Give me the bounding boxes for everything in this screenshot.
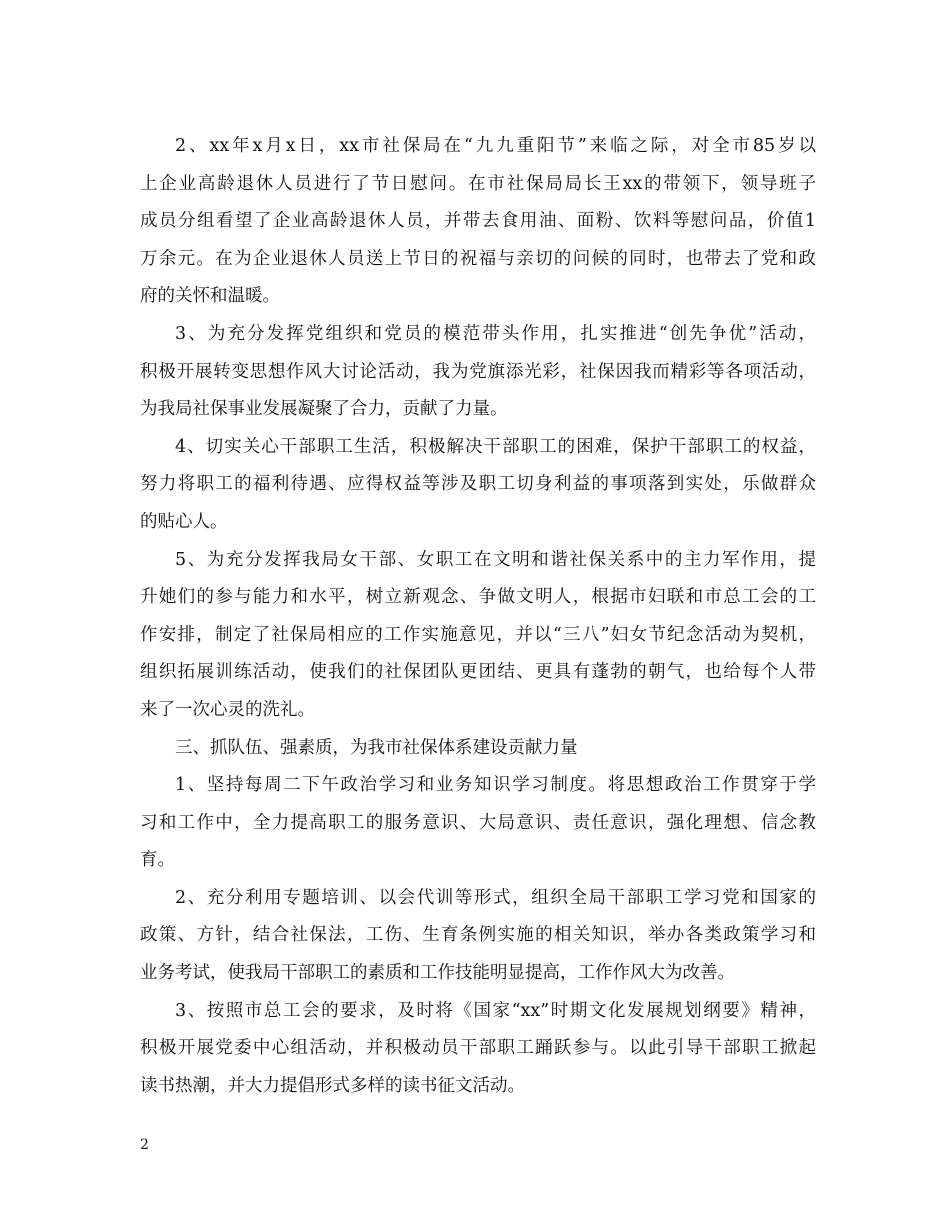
text-line: 政策、方针，结合社保法，工伤、生育条例实施的相关知识，举办各类政策学习和 — [140, 925, 816, 946]
text-line: 1、坚持每周二下午政治学习和业务知识学习制度。将思想政治工作贯穿于学 — [175, 775, 816, 796]
paragraph — [140, 429, 816, 542]
text-line: 积极开展党委中心组活动，并积极动员干部职工踊跃参与。以此引导干部职工掀起 — [140, 1038, 816, 1059]
text-line: 上企业高龄退休人员进行了节日慰问。在市社保局局长王xx的带领下，领导班子 — [140, 173, 816, 194]
paragraph — [140, 730, 816, 768]
text-line: 3、为充分发挥党组织和党员的模范带头作用，扎实推进“创先争优”活动， — [175, 323, 816, 344]
text-line: 3、按照市总工会的要求，及时将《国家“xx”时期文化发展规划纲要》精神， — [175, 1000, 816, 1021]
text-line: 育。 — [140, 850, 175, 871]
text-line: 读书热潮，并大力提倡形式多样的读书征文活动。 — [140, 1075, 525, 1096]
paragraph — [140, 767, 816, 880]
text-line: 2、xx年x月x日，xx市社保局在“九九重阳节”来临之际，对全市85岁以 — [175, 136, 816, 156]
text-line: 来了一次心灵的洗礼。 — [140, 699, 315, 720]
text-line: 2、充分利用专题培训、以会代训等形式，组织全局干部职工学习党和国家的 — [175, 887, 816, 908]
text-line: 4、切实关心干部职工生活，积极解决干部职工的困难，保护干部职工的权益， — [175, 436, 816, 457]
text-line: 万余元。在为企业退休人员送上节日的祝福与亲切的问候的同时，也带去了党和政 — [140, 248, 816, 269]
text-line: 的贴心人。 — [140, 511, 228, 532]
text-line: 作安排，制定了社保局相应的工作实施意见，并以“三八”妇女节纪念活动为契机， — [140, 624, 816, 645]
text-line: 习和工作中，全力提高职工的服务意识、大局意识、责任意识，强化理想、信念教 — [140, 812, 816, 833]
text-line: 积极开展转变思想作风大讨论活动，我为党旗添光彩，社保因我而精彩等各项活动， — [140, 361, 816, 382]
paragraph — [140, 880, 816, 993]
paragraph — [140, 128, 816, 316]
text-line: 组织拓展训练活动，使我们的社保团队更团结、更具有蓬勃的朝气，也给每个人带 — [140, 662, 816, 683]
text-line: 为我局社保事业发展凝聚了合力，贡献了力量。 — [140, 399, 508, 420]
text-line: 5、为充分发挥我局女干部、女职工在文明和谐社保关系中的主力军作用，提 — [175, 549, 816, 570]
text-line: 业务考试，使我局干部职工的素质和工作技能明显提高，工作作风大为改善。 — [140, 963, 735, 984]
page-number: 2 — [140, 1137, 149, 1153]
paragraph — [140, 542, 816, 730]
text-line: 升她们的参与能力和水平，树立新观念、争做文明人，根据市妇联和市总工会的工 — [140, 587, 816, 608]
text-line: 努力将职工的福利待遇、应得权益等涉及职工切身利益的事项落到实处，乐做群众 — [140, 474, 816, 495]
paragraph — [140, 993, 816, 1106]
document-body — [140, 128, 816, 1105]
text-line: 府的关怀和温暖。 — [140, 286, 280, 307]
paragraph — [140, 316, 816, 429]
text-line: 三、抓队伍、强素质，为我市社保体系建设贡献力量 — [175, 737, 578, 758]
text-line: 成员分组看望了企业高龄退休人员，并带去食用油、面粉、饮料等慰问品，价值1 — [140, 211, 816, 232]
